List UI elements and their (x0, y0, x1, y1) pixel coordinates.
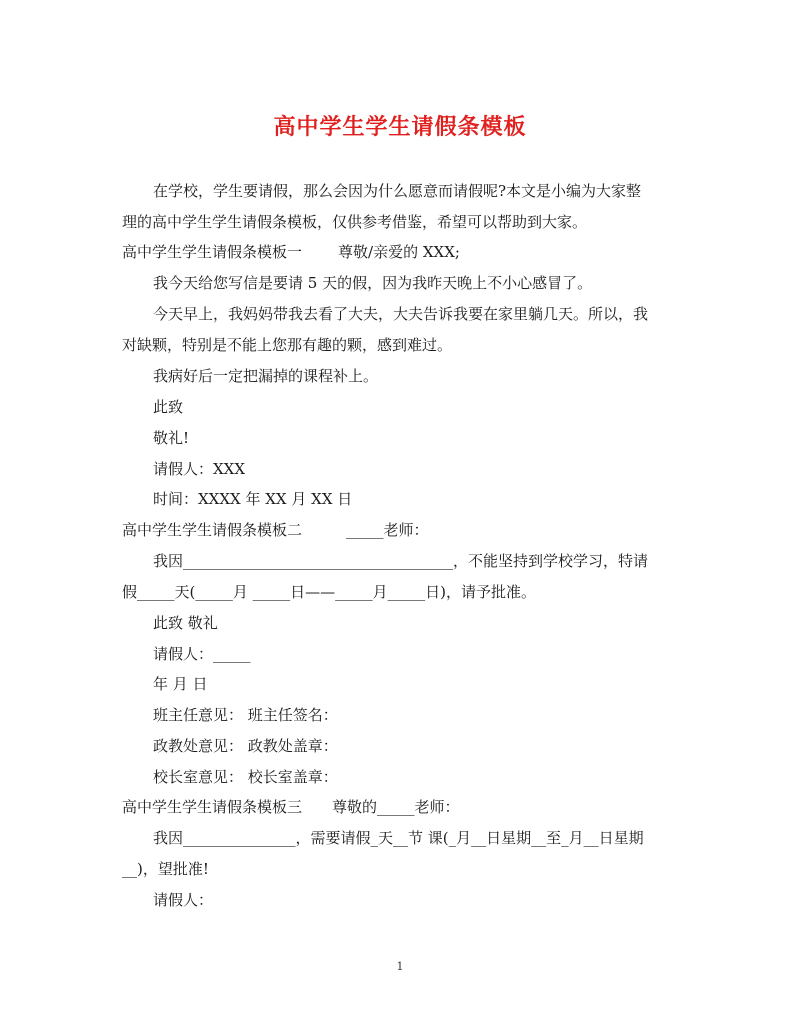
template1-heading-row (122, 242, 460, 262)
template1-heading: 高中学生学生请假条模板一 (122, 243, 303, 261)
principal-office-opinion-label: 校长室意见： (153, 768, 244, 786)
intro-line-1: 在学校，学生要请假，那么会因为什么愿意而请假呢?本文是小编为大家整 (153, 182, 642, 200)
principal-office-seal-label: 校长室盖章： (247, 768, 338, 786)
homeroom-signature-label: 班主任签名： (247, 706, 338, 724)
template1-line-2b: 对缺颗，特别是不能上您那有趣的颗，感到难过。 (122, 336, 453, 354)
template2-approval-row-3 (153, 767, 338, 787)
template1-time: 时间：XXXX 年 XX 月 XX 日 (153, 490, 353, 508)
political-office-opinion-label: 政教处意见： (153, 737, 244, 755)
template1-closing-1: 此致 (153, 398, 184, 416)
template2-line-2: 假_____天(_____月 _____日——_____月_____日)，请予批准。 (122, 583, 536, 601)
template2-approval-row-2 (153, 736, 338, 756)
political-office-seal-label: 政教处盖章： (247, 737, 338, 755)
template3-line-1: 我因_______________，需要请假_天__节 课(_月__日星期__至_月__日星期 (153, 829, 644, 847)
intro-line-2: 理的高中学生学生请假条模板，仅供参考借鉴，希望可以帮助到大家。 (122, 213, 588, 231)
template2-salutation: _____老师： (346, 521, 429, 539)
template2-approval-row-1 (153, 705, 338, 725)
template1-line-3: 我病好后一定把漏掉的课程补上。 (153, 367, 379, 385)
template3-salutation: 尊敬的_____老师： (332, 798, 460, 816)
template1-salutation: 尊敬/亲爱的 XXX; (338, 243, 460, 261)
page-number: 1 (396, 960, 404, 973)
template2-requester: 请假人：_____ (153, 645, 251, 663)
template3-heading: 高中学生学生请假条模板三 (122, 798, 303, 816)
template2-closing: 此致 敬礼 (153, 614, 218, 632)
template1-line-1: 我今天给您写信是要请 5 天的假，因为我昨天晚上不小心感冒了。 (153, 274, 593, 292)
template3-line-2: __)，望批准! (122, 860, 209, 878)
template1-line-2a: 今天早上，我妈妈带我去看了大夫，大夫告诉我要在家里躺几天。所以，我 (153, 305, 649, 323)
template2-heading-row (122, 520, 429, 540)
document-title: 高中学生学生请假条模板 (273, 115, 527, 140)
homeroom-opinion-label: 班主任意见： (153, 706, 244, 724)
template3-heading-row (122, 797, 460, 817)
template2-heading: 高中学生学生请假条模板二 (122, 521, 303, 539)
template2-date: 年 月 日 (153, 675, 208, 693)
template3-requester: 请假人： (153, 891, 214, 909)
template1-closing-2: 敬礼! (153, 429, 190, 447)
template1-requester: 请假人：XXX (153, 460, 246, 478)
template2-line-1: 我因____________________________________，不能坚持到学校学习，特请 (153, 552, 649, 570)
